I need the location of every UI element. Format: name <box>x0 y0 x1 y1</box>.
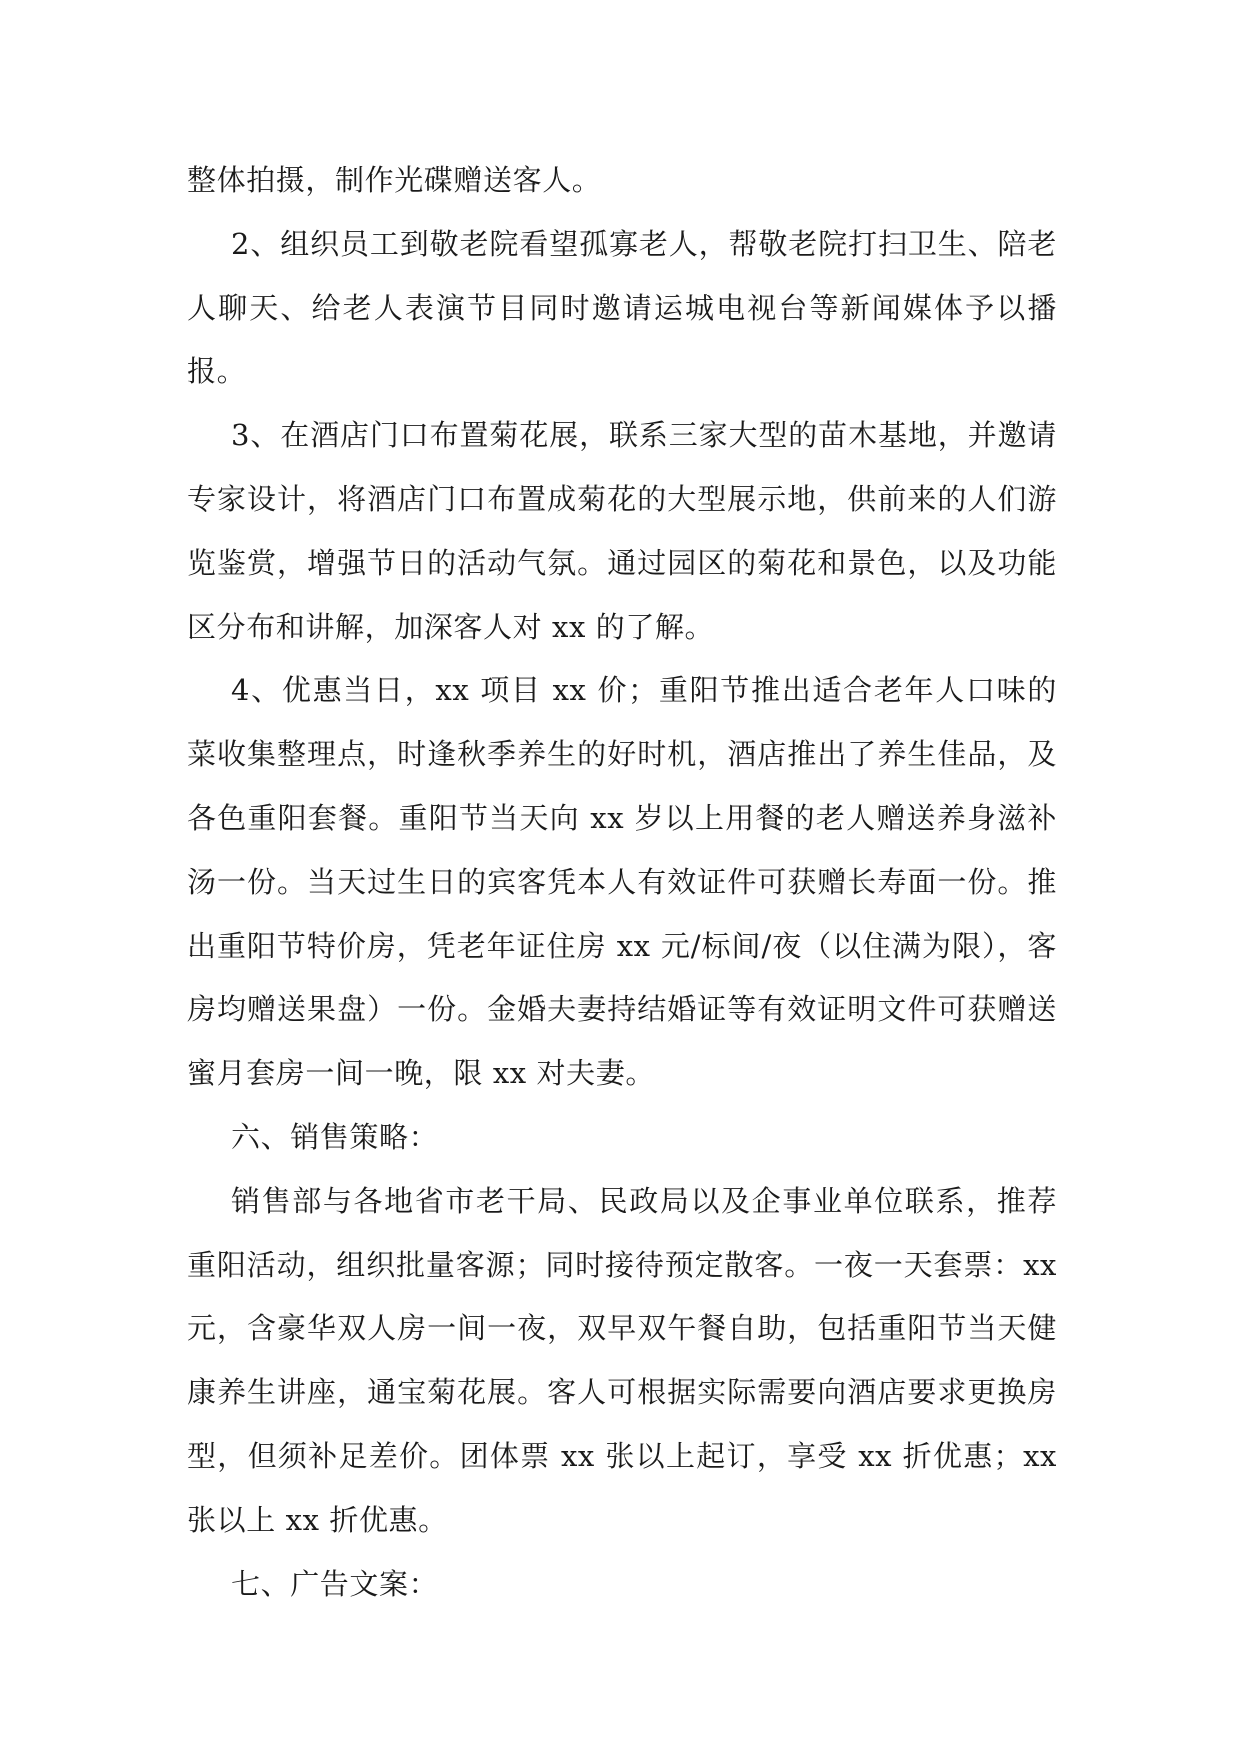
document-body <box>187 149 1057 1616</box>
section-heading-sales-strategy: 六、销售策略： <box>231 1119 439 1154</box>
paragraph-item-4: 4、优惠当日，xx 项目 xx 价；重阳节推出适合老年人口味的菜收集整理点，时逢秋季养生的好时机，酒店推出了养生佳品，及各色重阳套餐。重阳节当天向 xx 岁以上用餐的老人赠送养身滋补汤一份。当天过生日的宾客凭本人有效证件可获赠长寿面一份。推出重阳节特价房，凭老年证住房 xx 元/标间/夜（以住满为限），客房均赠送果盘）一份。金婚夫妻持结婚证等有效证明文件可获赠送蜜月套房一间一晚，限 xx 对夫妻。 <box>187 673 1057 1091</box>
section-heading-ad-copy: 七、广告文案： <box>231 1566 439 1601</box>
paragraph-continuation: 整体拍摄，制作光碟赠送客人。 <box>187 163 602 197</box>
paragraph-item-3: 3、在酒店门口布置菊花展，联系三家大型的苗木基地，并邀请专家设计，将酒店门口布置成菊花的大型展示地，供前来的人们游览鉴赏，增强节日的活动气氛。通过园区的菊花和景色，以及功能区分布和讲解，加深客人对 xx 的了解。 <box>187 418 1057 644</box>
paragraph-sales-strategy: 销售部与各地省市老干局、民政局以及企事业单位联系，推荐重阳活动，组织批量客源；同时接待预定散客。一夜一天套票：xx 元，含豪华双人房一间一夜，双早双午餐自助，包括重阳节当天健康养生讲座，通宝菊花展。客人可根据实际需要向酒店要求更换房型，但须补足差价。团体票 xx 张以上起订，享受 xx 折优惠；xx 张以上 xx 折优惠。 <box>187 1183 1057 1537</box>
paragraph-item-2: 2、组织员工到敬老院看望孤寡老人，帮敬老院打扫卫生、陪老人聊天、给老人表演节目同时邀请运城电视台等新闻媒体予以播报。 <box>187 226 1057 389</box>
